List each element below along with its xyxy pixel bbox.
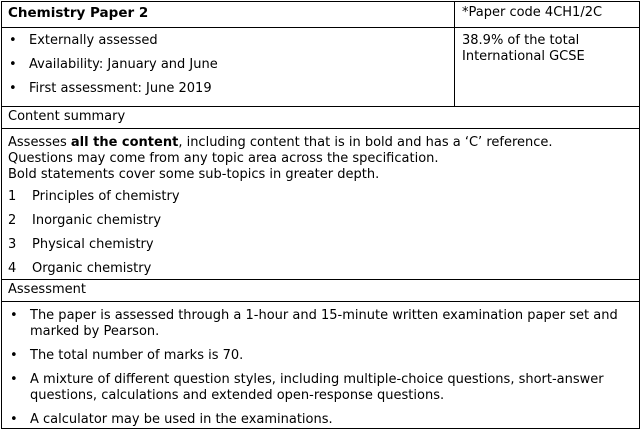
bullet-icon: • [10, 348, 18, 363]
list-item [8, 412, 631, 428]
assessment-heading: Assessment [2, 280, 640, 302]
weighting-text: 38.9% of the total International GCSE [462, 33, 585, 64]
topic-label: Inorganic chemistry [32, 213, 162, 228]
assessment-item-label: The total number of marks is 70. [30, 348, 244, 363]
content-intro [8, 135, 631, 151]
list-item [8, 261, 631, 277]
bullet-icon: • [9, 81, 17, 96]
overview-item-label: Availability: January and June [29, 57, 218, 72]
content-line-3: Bold statements cover some sub-topics in greater depth. [8, 167, 380, 182]
bullet-icon: • [9, 57, 17, 72]
assessment-item-label: The paper is assessed through a 1-hour and 15-minute written examination paper set and marked by Pearson. [30, 308, 618, 339]
overview-bullets [2, 28, 455, 107]
bullet-icon: • [10, 372, 18, 387]
list-item [9, 81, 454, 97]
intro-bold-text: all the content [70, 135, 179, 150]
overview-item-label: First assessment: June 2019 [29, 81, 212, 96]
list-item [9, 33, 454, 49]
content-summary-body [2, 129, 640, 280]
intro-text: Assesses [8, 135, 71, 150]
content-summary-heading: Content summary [2, 107, 640, 129]
bullet-icon: • [10, 412, 18, 427]
topic-label: Physical chemistry [32, 237, 154, 252]
assessment-item-label: A mixture of different question styles, including multiple-choice questions, short-answer questions, calculations and extended open-response questions. [30, 372, 604, 403]
list-item [8, 237, 631, 253]
topic-label: Organic chemistry [32, 261, 152, 276]
list-item [8, 372, 631, 404]
topic-list [8, 189, 631, 277]
assessment-item-label: A calculator may be used in the examinations. [30, 412, 333, 427]
topic-label: Principles of chemistry [32, 189, 180, 204]
list-item [8, 308, 631, 340]
list-item [8, 348, 631, 364]
overview-item-label: Externally assessed [29, 33, 158, 48]
paper-code: *Paper code 4CH1/2C [455, 2, 640, 28]
list-item [8, 213, 631, 229]
bullet-icon: • [9, 33, 17, 48]
topic-number: 2 [8, 213, 17, 228]
intro-text-end: , including content that is in bold and has a ‘C’ reference. [178, 135, 553, 150]
content-line-2: Questions may come from any topic area across the specification. [8, 151, 439, 166]
paper-summary-table [1, 1, 640, 429]
topic-number: 4 [8, 261, 17, 276]
list-item [8, 189, 631, 205]
weighting-cell [455, 28, 640, 107]
paper-title: Chemistry Paper 2 [2, 2, 455, 28]
topic-number: 3 [8, 237, 17, 252]
topic-number: 1 [8, 189, 17, 204]
assessment-body [2, 302, 640, 429]
list-item [9, 57, 454, 73]
bullet-icon: • [10, 308, 18, 323]
